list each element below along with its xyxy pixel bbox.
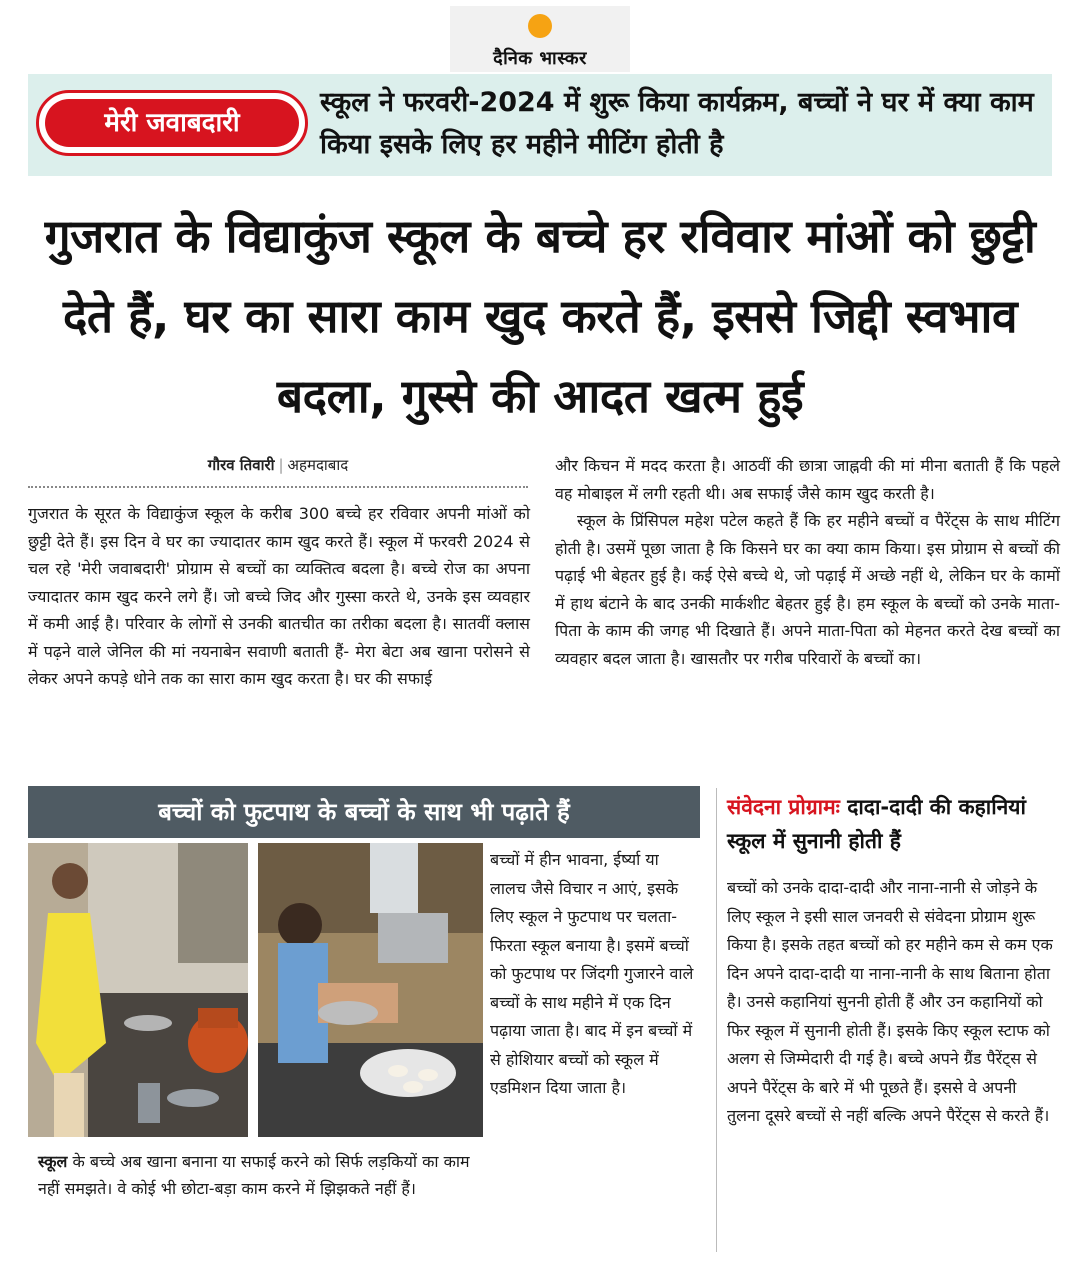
main-headline: गुजरात के विद्याकुंज स्कूल के बच्चे हर रविवार मांओं को छुट्टी देते हैं, घर का सारा काम खुद करते हैं, इससे जिद्दी स्वभाव बदला, गुस्से की आदत खत्म हुई [44,209,1036,423]
banner-subtitle: स्कूल ने फरवरी-2024 में शुरू किया कार्यक्रम, बच्चों ने घर में क्या काम किया इसके लिए हर महीने मीटिंग होती है [320,87,1034,160]
sidebar-heading: दादा-दादी की कहानियां स्कूल में सुनानी होती हैं [727,795,1026,853]
sidebar-label: संवेदना प्रोग्रामः [727,795,840,819]
author-name: गौरव तिवारी [207,456,275,474]
article-paragraph: और किचन में मदद करता है। आठवीं की छात्रा जाह्नवी की मां मीना बताती हैं कि पहले वह मोबाइल में लगी रहती थी। अब सफाई जैसे काम खुद करती है। [555,456,1060,503]
footpath-section-text: बच्चों में हीन भावना, ईर्ष्या या लालच जैसे विचार न आएं, इसके लिए स्कूल ने फुटपाथ पर चलता-फिरता स्कूल बनाया है। इसमें बच्चों को फुटपाथ पर जिंदगी गुजारने वाले बच्चों के साथ महीने में एक दिन पढ़ाया जाता है। बाद में इन बच्चों में से होशियार बच्चों को स्कूल में एडमिशन दिया जाता है। [490,850,694,1097]
article-column-right [555,452,1060,672]
article-paragraph: गुजरात के सूरत के विद्याकुंज स्कूल के करीब 300 बच्चे हर रविवार अपनी मांओं को छुट्टी देते हैं। इस दिन वे घर का ज्यादातर काम खुद करते हैं। स्कूल में फरवरी 2024 से चल रहे 'मेरी जवाबदारी' प्रोग्राम से बच्चों का व्यक्तित्व बदला है। बच्चे रोज का अपना ज्यादातर काम खुद करने लगे हैं। जो बच्चे जिद और गुस्सा करते थे, उनके इस व्यवहार में कमी आई है। परिवार के लोगों से उनकी बातचीत का तरीका बदला है। सातवीं क्लास में पढ़ने वाले जेनिल की मां नयनाबेन सवाणी बताती हैं- मेरा बेटा अब खाना परोसने से लेकर अपने कपड़े धोने तक का सारा काम खुद करता है। घर की सफाई [28,504,530,688]
caption-lead: स्कूल [38,1152,68,1171]
top-banner [28,74,1052,176]
dateline-city: अहमदाबाद [287,456,349,474]
section-tag [36,90,308,156]
sidebar-body: बच्चों को उनके दादा-दादी और नाना-नानी से जोड़ने के लिए स्कूल ने इसी साल जनवरी से संवेदना प्रोग्राम शुरू किया है। इसके तहत बच्चों को हर महीने कम से कम एक दिन अपने दादा-दादी या नाना-नानी के साथ बिताना होता है। उनसे कहानियां सुननी होती हैं और उन कहानियों को फिर स्कूल में सुनानी होती हैं। इसके किए स्कूल स्टाफ को अलग से जिम्मेदारी दी गई है। बच्चे अपने ग्रैंड पैरेंट्स से अपने पैरेंट्स के बारे में भी पूछते हैं। इससे वे अपनी तुलना दूसरे बच्चों से नहीं बल्कि अपने पैरेंट्स से करते हैं। [727,878,1053,1125]
boy-making-roti-illustration [258,843,483,1137]
byline-divider [28,486,528,488]
byline-separator: | [278,456,284,474]
girl-washing-dishes-illustration [28,843,248,1137]
masthead [450,6,630,72]
samvedna-sidebar [716,788,1060,1252]
girl-washing-dishes-photo [28,843,248,1137]
boy-making-roti-photo [258,843,483,1137]
newspaper-brand: दैनिक भास्कर [493,48,587,69]
caption-text: के बच्चे अब खाना बनाना या सफाई करने को सिर्फ लड़कियों का काम नहीं समझते। वे कोई भी छोटा-बड़ा काम करने में झिझकते नहीं हैं। [38,1152,470,1198]
sidebar-title [727,790,1057,858]
byline [28,455,528,475]
photo-caption [38,1148,478,1202]
sun-logo-icon [528,14,552,38]
article-paragraph: स्कूल के प्रिंसिपल महेश पटेल कहते हैं कि हर महीने बच्चों व पैरेंट्स के साथ मीटिंग होती है। उसमें पूछा जाता है कि किसने घर का क्या काम किया। इस प्रोग्राम से बच्चों की पढ़ाई भी बेहतर हुई है। कई ऐसे बच्चे थे, जो पढ़ाई में अच्छे नहीं थे, लेकिन घर के कामों में हाथ बंटाने के बाद उनकी मार्कशीट बेहतर हुई है। हम स्कूल के बच्चों को उनके माता-पिता के काम की जगह भी दिखाते हैं। अपने माता-पिता को मेहनत करते देख बच्चों का व्यवहार बदल जाता है। खासतौर पर गरीब परिवारों के बच्चों का। [555,511,1060,668]
footpath-section-title: बच्चों को फुटपाथ के बच्चों के साथ भी पढ़ाते हैं [28,786,700,838]
section-tag-label: मेरी जवाबदारी [45,99,299,147]
article-column-left [28,500,530,693]
